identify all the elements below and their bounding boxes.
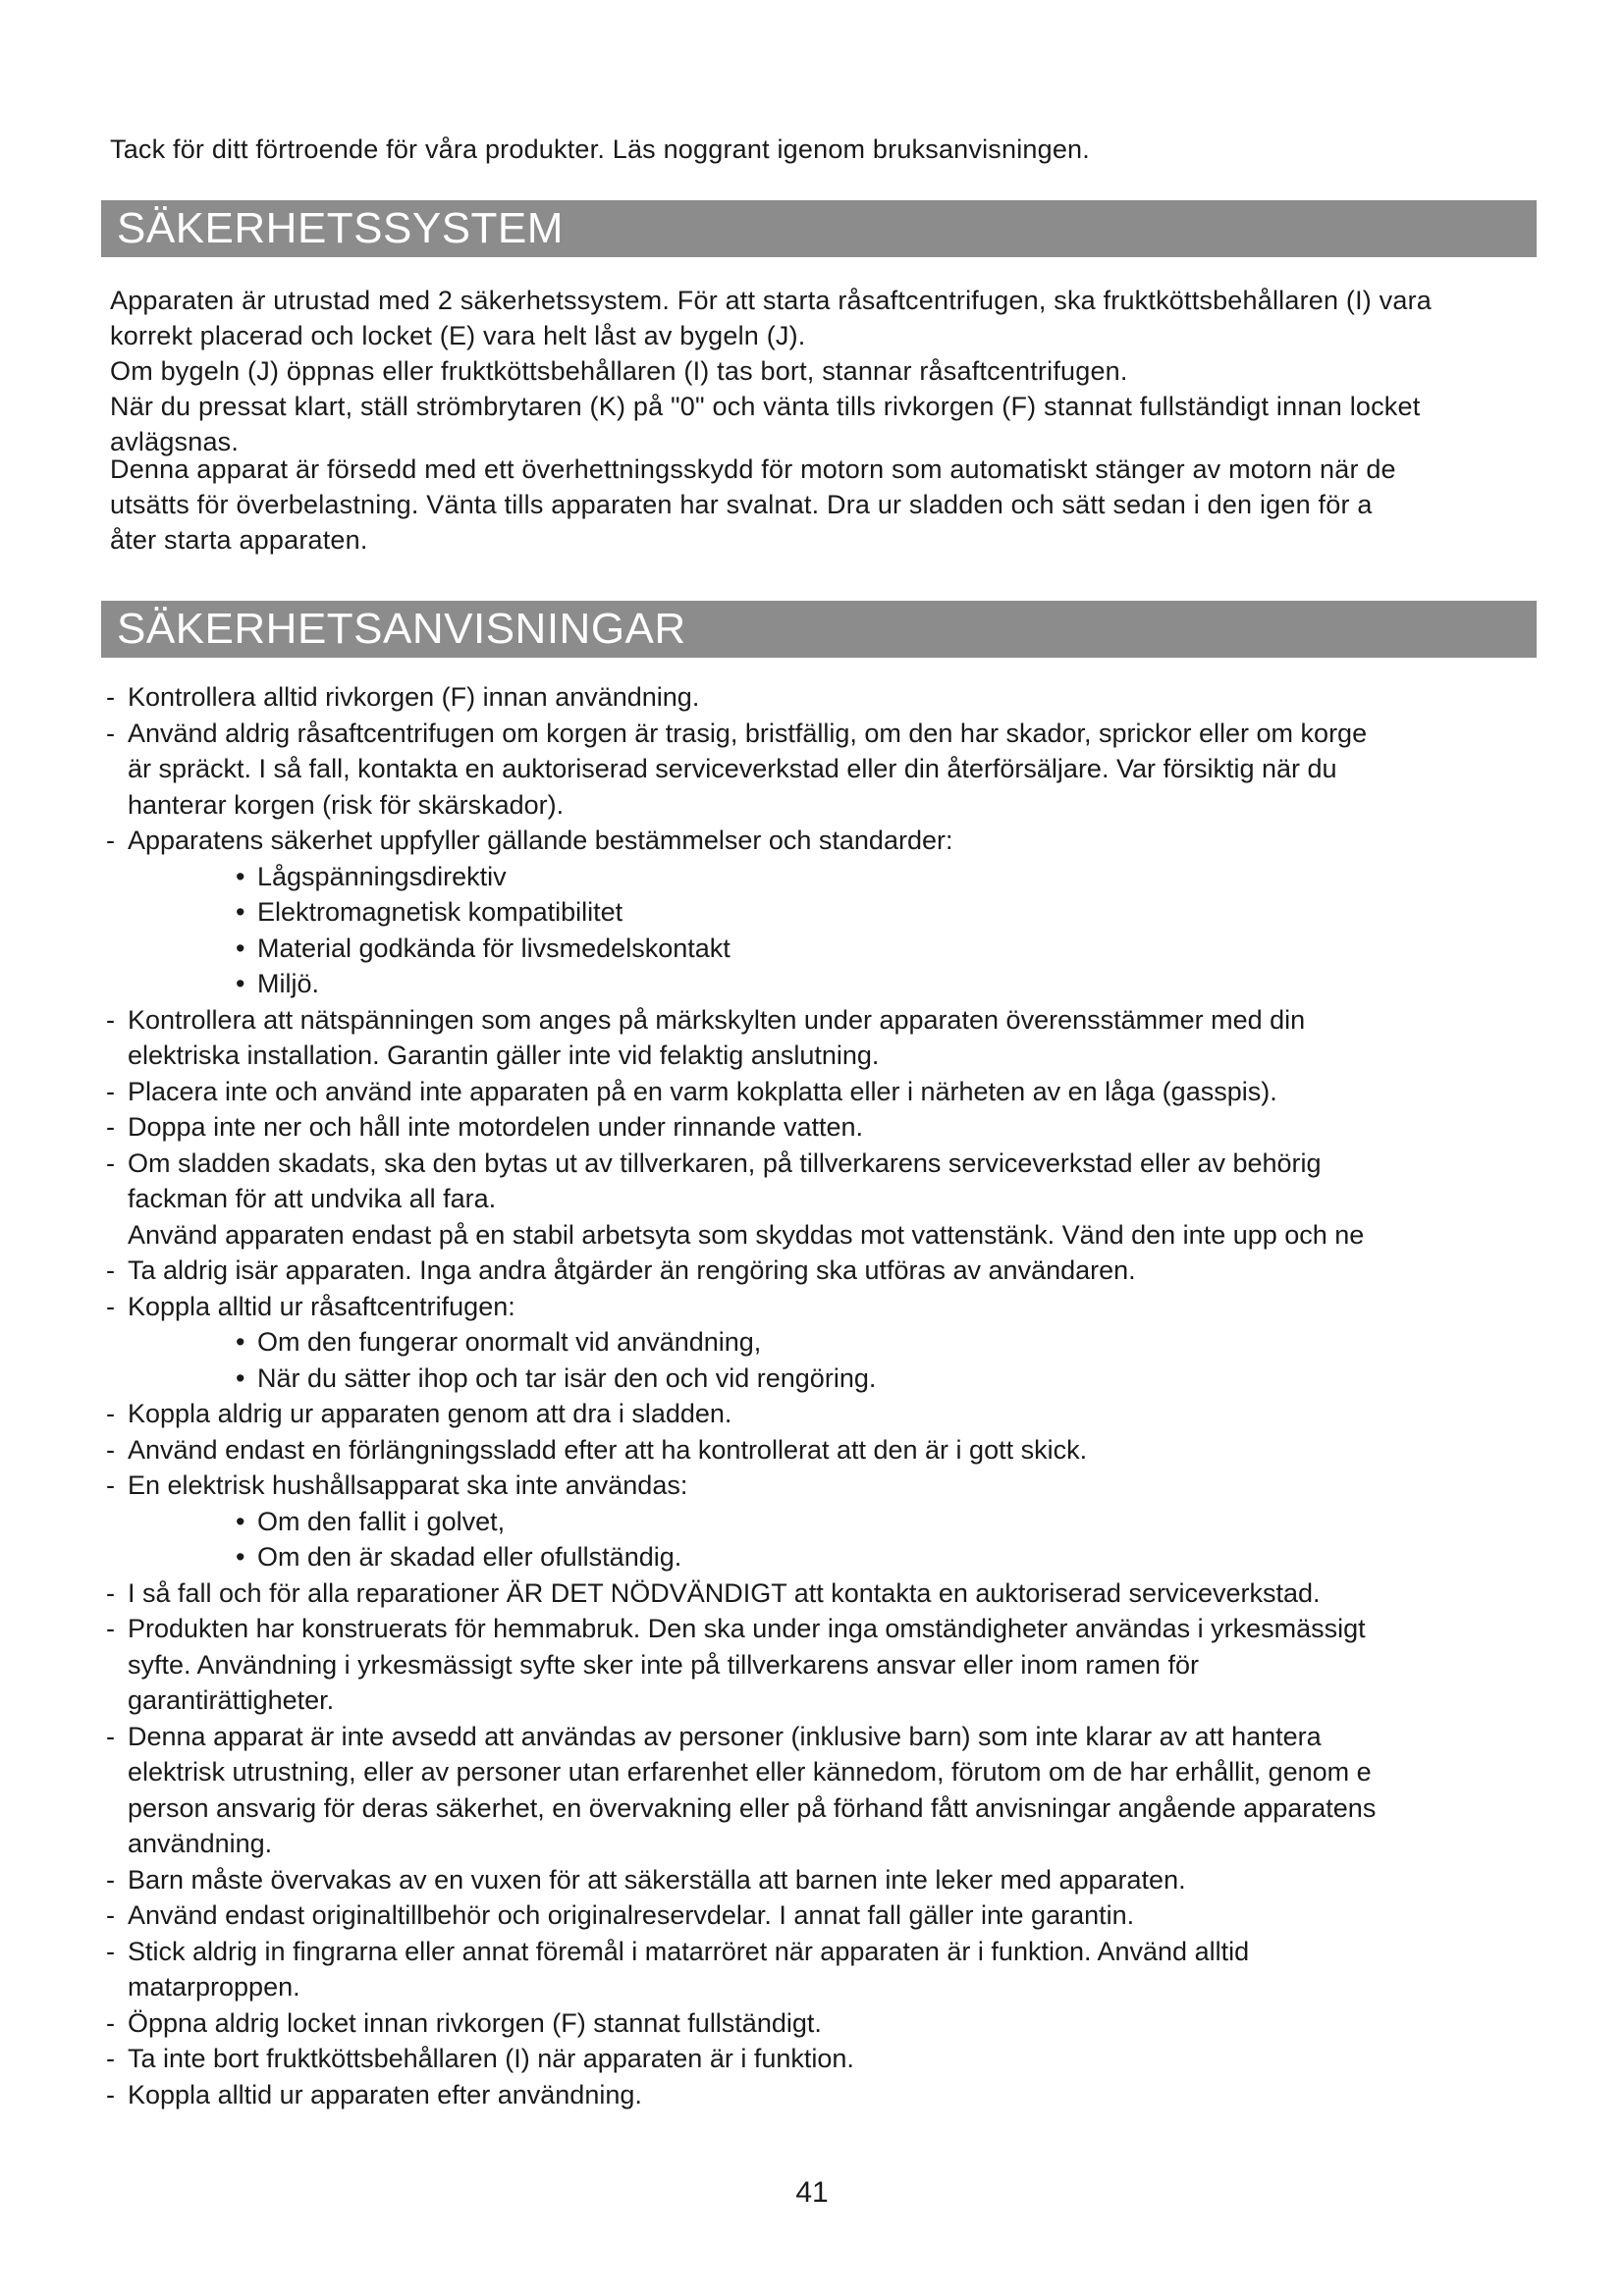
text-line: åter starta apparaten. xyxy=(110,525,368,555)
list-item-continuation: matarproppen. xyxy=(128,1972,300,2002)
list-item: - Koppla alltid ur apparaten efter användning. xyxy=(106,2079,642,2109)
text-line: När du pressat klart, ställ strömbrytaren (K) på "0" och vänta tills rivkorgen (F) stannat fullständigt innan locket xyxy=(110,392,1421,421)
list-item-continuation: person ansvarig för deras säkerhet, en övervakning eller på förhand fått anvisningar angående apparatens xyxy=(128,1792,1377,1823)
sub-list-item: • Om den är skadad eller ofullständig. xyxy=(236,1542,682,1572)
list-item: - Kontrollera att nätspänningen som anges på märkskylten under apparaten överensstämmer med din xyxy=(106,1004,1306,1035)
intro-text: Tack för ditt förtroende för våra produkter. Läs noggrant igenom bruksanvisningen. xyxy=(110,134,1090,164)
list-item-continuation: Använd apparaten endast på en stabil arbetsyta som skyddas mot vattenstänk. Vänd den inte upp och ne xyxy=(128,1219,1365,1250)
list-item-continuation: användning. xyxy=(128,1829,273,1858)
list-item: - I så fall och för alla reparationer ÄR DET NÖDVÄNDIGT att kontakta en auktoriserad serviceverkstad. xyxy=(106,1577,1321,1608)
list-item: - Produkten har konstruerats för hemmabruk. Den ska under inga omständigheter användas i yrkesmässigt xyxy=(106,1614,1366,1643)
list-item: - Stick aldrig in fingrarna eller annat föremål i matarröret när apparaten är i funktion. Använd alltid xyxy=(106,1936,1250,1966)
text-line: korrekt placerad och locket (E) vara helt låst av bygeln (J). xyxy=(110,321,806,350)
list-item: - Apparatens säkerhet uppfyller gällande bestämmelser och standarder: xyxy=(106,826,953,855)
list-item-continuation: fackman för att undvika all fara. xyxy=(128,1184,497,1213)
sub-list-item: • Lågspänningsdirektiv xyxy=(236,861,507,891)
list-item: - Använd endast originaltillbehör och originalreservdelar. I annat fall gäller inte garantin. xyxy=(106,1900,1135,1930)
list-item-continuation: är spräckt. I så fall, kontakta en auktoriserad serviceverkstad eller din återförsäljare. Var försiktig när du xyxy=(128,754,1337,783)
list-item: - Om sladden skadats, ska den bytas ut av tillverkaren, på tillverkarens serviceverkstad eller av behörig xyxy=(106,1148,1322,1178)
text-line: avlägsnas. xyxy=(110,427,240,456)
sub-list-item: • Om den fallit i golvet, xyxy=(236,1506,506,1536)
safety-instructions-list xyxy=(106,679,1618,2112)
text-line: utsätts för överbelastning. Vänta tills apparaten har svalnat. Dra ur sladden och sätt sedan i den igen för a xyxy=(110,490,1373,519)
list-item: - Ta aldrig isär apparaten. Inga andra åtgärder än rengöring ska utföras av användaren. xyxy=(106,1255,1136,1285)
list-item: - Doppa inte ner och håll inte motordelen under rinnande vatten. xyxy=(106,1112,863,1142)
sub-list-item: • När du sätter ihop och tar isär den och vid rengöring. xyxy=(236,1362,877,1393)
list-item: - Använd endast en förlängningssladd efter att ha kontrollerat att den är i gott skick. xyxy=(106,1434,1088,1465)
list-item: - Denna apparat är inte avsedd att användas av personer (inklusive barn) som inte klarar av att hantera xyxy=(106,1721,1322,1751)
text-line: Om bygeln (J) öppnas eller fruktköttsbehållaren (I) tas bort, stannar råsaftcentrifugen. xyxy=(110,356,1128,386)
list-item: - Placera inte och använd inte apparaten på en varm kokplatta eller i närheten av en låga (gasspis). xyxy=(106,1076,1277,1106)
section-heading-safety-instructions: SÄKERHETSANVISNINGAR xyxy=(101,601,1537,658)
sub-list-item: • Material godkända för livsmedelskontakt xyxy=(236,933,731,963)
page-number: 41 xyxy=(795,2176,829,2209)
sub-list-item: • Elektromagnetisk kompatibilitet xyxy=(236,897,623,927)
list-item: - Kontrollera alltid rivkorgen (F) innan användning. xyxy=(106,682,700,712)
list-item: - Öppna aldrig locket innan rivkorgen (F) stannat fullständigt. xyxy=(106,2007,822,2038)
text-line: Apparaten är utrustad med 2 säkerhetssystem. För att starta råsaftcentrifugen, ska fruktköttsbehållaren (I) vara xyxy=(110,286,1433,315)
safety-system-paragraph xyxy=(110,283,1602,459)
sub-list-item: • Miljö. xyxy=(236,969,320,998)
list-item-continuation: elektriska installation. Garantin gäller inte vid felaktig anslutning. xyxy=(128,1041,880,1070)
list-item: - Använd aldrig råsaftcentrifugen om korgen är trasig, bristfällig, om den har skador, sprickor eller om korge xyxy=(106,718,1368,748)
text-line: Denna apparat är försedd med ett överhettningsskydd för motorn som automatiskt stänger av motorn när de xyxy=(110,454,1396,484)
list-item-continuation: hanterar korgen (risk för skärskador). xyxy=(128,789,565,820)
list-item-continuation: syfte. Användning i yrkesmässigt syfte sker inte på tillverkarens ansvar eller inom ramen för xyxy=(128,1649,1199,1680)
section-heading-safety-system: SÄKERHETSSYSTEM xyxy=(101,200,1537,257)
list-item: - Barn måste övervakas av en vuxen för att säkerställa att barnen inte leker med apparaten. xyxy=(106,1864,1186,1895)
list-item: - Koppla alltid ur råsaftcentrifugen: xyxy=(106,1291,515,1321)
list-item: - Ta inte bort fruktköttsbehållaren (I) när apparaten är i funktion. xyxy=(106,2044,854,2073)
overheat-paragraph xyxy=(110,452,1602,558)
list-item: - En elektrisk hushållsapparat ska inte användas: xyxy=(106,1470,688,1500)
list-item-continuation: elektrisk utrustning, eller av personer utan erfarenhet eller kännedom, förutom om de har erhållit, genom e xyxy=(128,1757,1372,1787)
list-item: - Koppla aldrig ur apparaten genom att dra i sladden. xyxy=(106,1399,732,1428)
sub-list-item: • Om den fungerar onormalt vid användning, xyxy=(236,1327,762,1357)
list-item-continuation: garantirättigheter. xyxy=(128,1685,335,1715)
